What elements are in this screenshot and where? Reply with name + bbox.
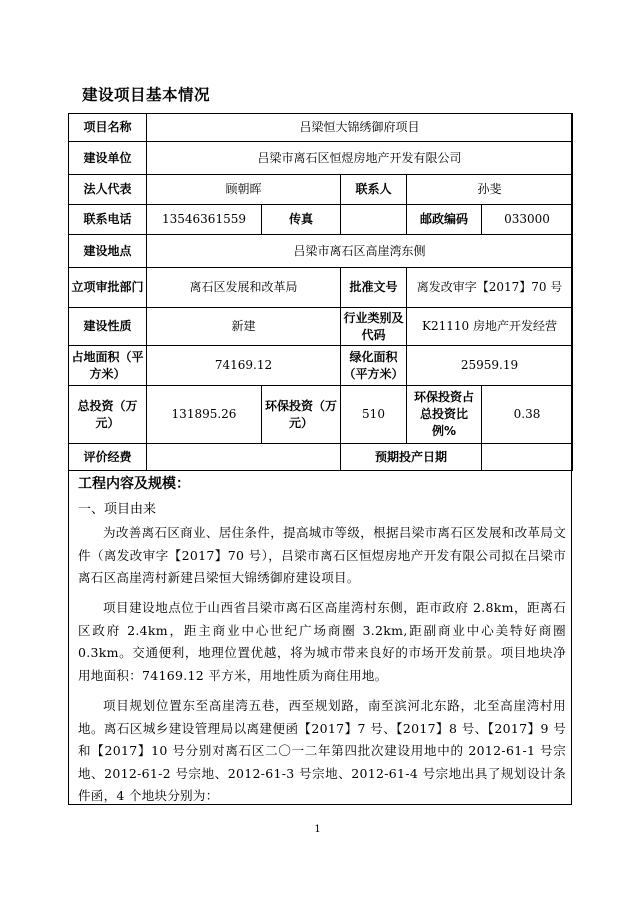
contact-value: 孙斐 <box>407 175 573 205</box>
env-invest-label: 环保投资（万元） <box>262 386 341 444</box>
phone-label: 联系电话 <box>69 205 147 235</box>
green-area-label: 绿化面积（平方米） <box>341 346 407 386</box>
builder-value: 吕梁市离石区恒煜房地产开发有限公司 <box>147 142 573 175</box>
section-title: 工程内容及规模： <box>78 476 190 492</box>
nature-value: 新建 <box>147 308 341 346</box>
project-name-label: 项目名称 <box>69 114 147 142</box>
postcode-label: 邮政编码 <box>407 205 482 235</box>
builder-label: 建设单位 <box>69 142 147 175</box>
postcode-value: 033000 <box>482 205 573 235</box>
contact-label: 联系人 <box>341 175 407 205</box>
sub-title: 一、项目由来 <box>78 502 157 517</box>
paragraph: 项目建设地点位于山西省吕梁市离石区高崖湾村东侧，距市政府 2.8km，距离石区政府 2.4km，距主商业中心世纪广场商圈 3.2km,距副商业中心美特好商圈 0.3km。交通便利，地理位置优越，将为城市带来良好的市场开发前景。项目地块净用地面积：74169.12 平方米，用地性质为商住用地。 <box>78 600 566 683</box>
legal-rep-label: 法人代表 <box>69 175 147 205</box>
paragraph: 项目规划位置东至高崖湾五巷，西至规划路，南至滨河北东路，北至高崖湾村用地。离石区城乡建设管理局以离建便函【2017】7 号、【2017】8 号、【2017】9 号和【2017】10 号分别对离石区二〇一二年第四批次建设用地中的 2012-61-1 号宗地、2012-61-2 号宗地、2012-61-3 号宗地、2012-61-4 号宗地出具了规划设计条件函，4 个地块分别为： <box>78 698 566 803</box>
project-name-value: 吕梁恒大锦绣御府项目 <box>147 114 573 142</box>
page-title: 建设项目基本情况 <box>82 86 211 104</box>
approval-no-value: 离发改审字【2017】70 号 <box>407 268 573 308</box>
total-invest-label: 总投资（万元） <box>69 386 147 444</box>
approval-dept-value: 离石区发展和改革局 <box>147 268 341 308</box>
land-area-value: 74169.12 <box>147 346 341 386</box>
approval-dept-label: 立项审批部门 <box>69 268 147 308</box>
env-ratio-label: 环保投资占总投资比例% <box>407 386 482 444</box>
env-invest-value: 510 <box>341 386 407 444</box>
production-date-label: 预期投产日期 <box>341 444 482 471</box>
paragraph: 为改善离石区商业、居住条件，提高城市等级，根据吕梁市离石区发展和改革局文件（离发改审字【2017】70 号），吕梁市离石区恒煜房地产开发有限公司拟在吕梁市离石区高崖湾村新建吕梁恒大锦绣御府建设项目。 <box>78 525 566 585</box>
env-ratio-value: 0.38 <box>482 386 573 444</box>
location-value: 吕梁市离石区高崖湾东侧 <box>147 235 573 268</box>
fax-label: 传真 <box>262 205 341 235</box>
review-fee-label: 评价经费 <box>69 444 147 471</box>
approval-no-label: 批准文号 <box>341 268 407 308</box>
land-area-label: 占地面积（平方米） <box>69 346 147 386</box>
industry-value: K21110 房地产开发经营 <box>407 308 573 346</box>
green-area-value: 25959.19 <box>407 346 573 386</box>
nature-label: 建设性质 <box>69 308 147 346</box>
industry-label: 行业类别及代码 <box>341 308 407 346</box>
legal-rep-value: 顾朝晖 <box>147 175 341 205</box>
page-number: 1 <box>314 824 321 835</box>
phone-value: 13546361559 <box>147 205 262 235</box>
project-content-section <box>68 470 572 805</box>
location-label: 建设地点 <box>69 235 147 268</box>
total-invest-value: 131895.26 <box>147 386 262 444</box>
